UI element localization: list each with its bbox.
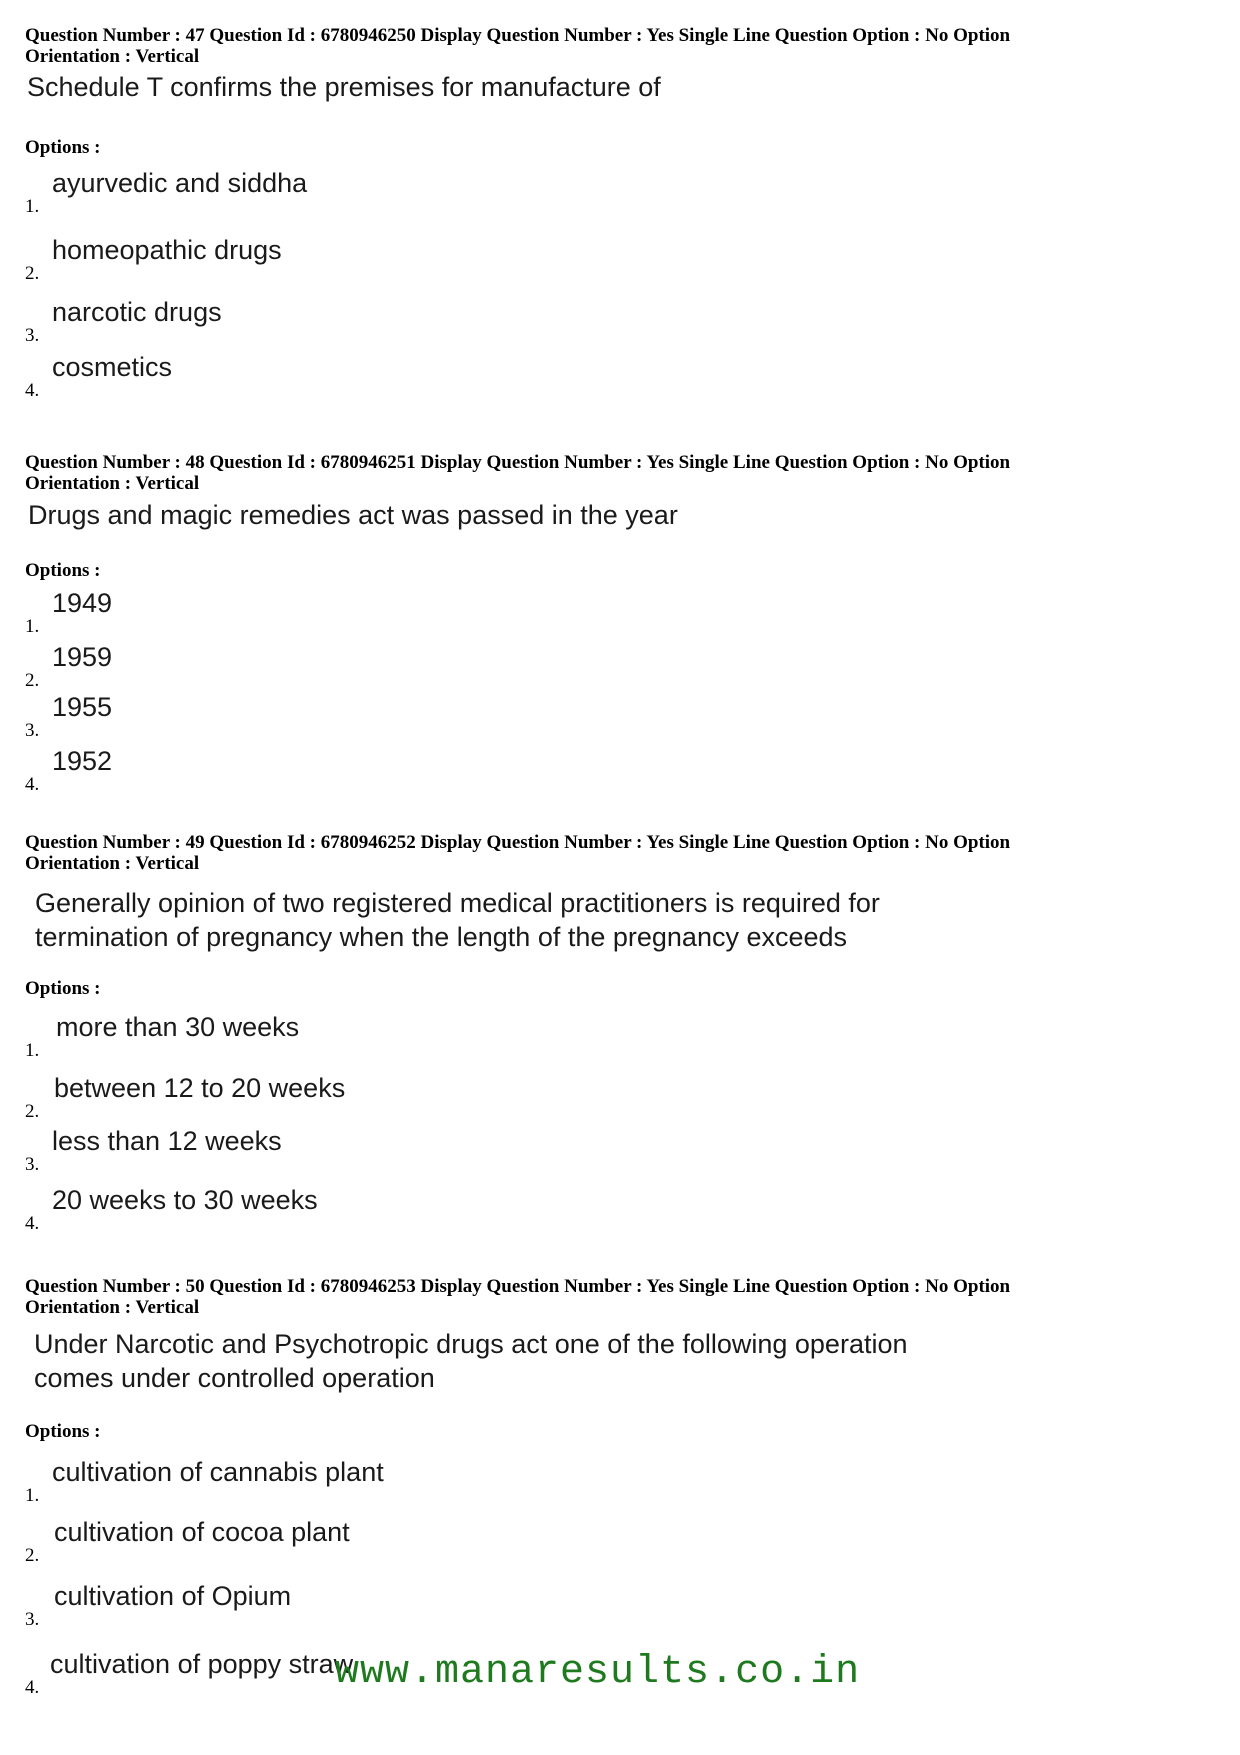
option-1[interactable]: [25, 1457, 925, 1507]
option-text: 1949: [52, 588, 113, 618]
option-1[interactable]: [25, 1012, 925, 1062]
option-text: cosmetics: [52, 352, 173, 382]
option-2[interactable]: [25, 235, 925, 285]
option-number: 3.: [25, 720, 40, 741]
option-4[interactable]: [25, 352, 925, 402]
option-number: 4.: [25, 380, 40, 401]
option-number: 3.: [25, 325, 40, 346]
option-number: 2.: [25, 263, 40, 284]
question-text: Schedule T confirms the premises for manufacture of: [27, 72, 661, 102]
option-text: homeopathic drugs: [52, 235, 282, 265]
option-text: cultivation of Opium: [54, 1581, 292, 1611]
option-3[interactable]: [25, 1581, 925, 1631]
option-number: 4.: [25, 774, 40, 795]
option-text: ayurvedic and siddha: [52, 168, 308, 198]
option-number: 1.: [25, 1485, 40, 1506]
option-3[interactable]: [25, 297, 925, 347]
option-number: 1.: [25, 1040, 40, 1061]
option-text: more than 30 weeks: [56, 1012, 300, 1042]
option-text: between 12 to 20 weeks: [54, 1073, 346, 1103]
option-text: less than 12 weeks: [52, 1126, 282, 1156]
question-meta: [25, 1276, 1215, 1318]
question-meta-line1: Question Number : 49 Question Id : 6780946252 Display Question Number : Yes Single Line Question Option : No Option: [25, 832, 1011, 853]
option-number: 4.: [25, 1677, 40, 1698]
option-3[interactable]: [25, 692, 925, 742]
options-label: Options :: [25, 137, 101, 158]
option-text: cultivation of cocoa plant: [54, 1517, 350, 1547]
option-number: 3.: [25, 1609, 40, 1630]
option-2[interactable]: [25, 1517, 925, 1567]
option-4[interactable]: [25, 746, 925, 796]
question-meta: [25, 832, 1215, 874]
option-4[interactable]: [25, 1185, 925, 1235]
question-meta-line2: Orientation : Vertical: [25, 473, 200, 494]
question-meta: [25, 25, 1215, 67]
option-2[interactable]: [25, 642, 925, 692]
option-text: 1952: [52, 746, 113, 776]
option-number: 3.: [25, 1154, 40, 1175]
option-text: narcotic drugs: [52, 297, 222, 327]
question-text: Under Narcotic and Psychotropic drugs act one of the following operation comes under controlled operation: [34, 1329, 908, 1393]
option-text: 20 weeks to 30 weeks: [52, 1185, 318, 1215]
question-meta-line1: Question Number : 47 Question Id : 6780946250 Display Question Number : Yes Single Line Question Option : No Option: [25, 25, 1011, 46]
question-47: [25, 25, 1215, 401]
option-number: 1.: [25, 616, 40, 637]
option-text: cultivation of cannabis plant: [52, 1457, 384, 1487]
question-meta-line2: Orientation : Vertical: [25, 1297, 200, 1318]
question-49: [25, 832, 1215, 1234]
question-meta-line1: Question Number : 48 Question Id : 6780946251 Display Question Number : Yes Single Line Question Option : No Option: [25, 452, 1011, 473]
option-number: 1.: [25, 196, 40, 217]
option-1[interactable]: [25, 588, 925, 638]
option-text: 1959: [52, 642, 113, 672]
options-label: Options :: [25, 1421, 101, 1442]
option-number: 2.: [25, 1545, 40, 1566]
question-meta: [25, 452, 1215, 494]
question-text: Generally opinion of two registered medical practitioners is required for termination of pregnancy when the length of the pregnancy exceeds: [35, 888, 880, 952]
option-number: 4.: [25, 1213, 40, 1234]
question-text: Drugs and magic remedies act was passed in the year: [28, 500, 678, 530]
option-number: 2.: [25, 1101, 40, 1122]
option-2[interactable]: [25, 1073, 925, 1123]
question-48: [25, 452, 1215, 795]
question-meta-line1: Question Number : 50 Question Id : 6780946253 Display Question Number : Yes Single Line Question Option : No Option: [25, 1276, 1011, 1297]
options-label: Options :: [25, 560, 101, 581]
question-meta-line2: Orientation : Vertical: [25, 46, 200, 67]
website-watermark: www.manaresults.co.in: [335, 1650, 861, 1695]
option-text: cultivation of poppy straw: [50, 1649, 354, 1679]
option-1[interactable]: [25, 168, 925, 218]
option-text: 1955: [52, 692, 113, 722]
question-meta-line2: Orientation : Vertical: [25, 853, 200, 874]
option-number: 2.: [25, 670, 40, 691]
options-label: Options :: [25, 978, 101, 999]
option-3[interactable]: [25, 1126, 925, 1176]
